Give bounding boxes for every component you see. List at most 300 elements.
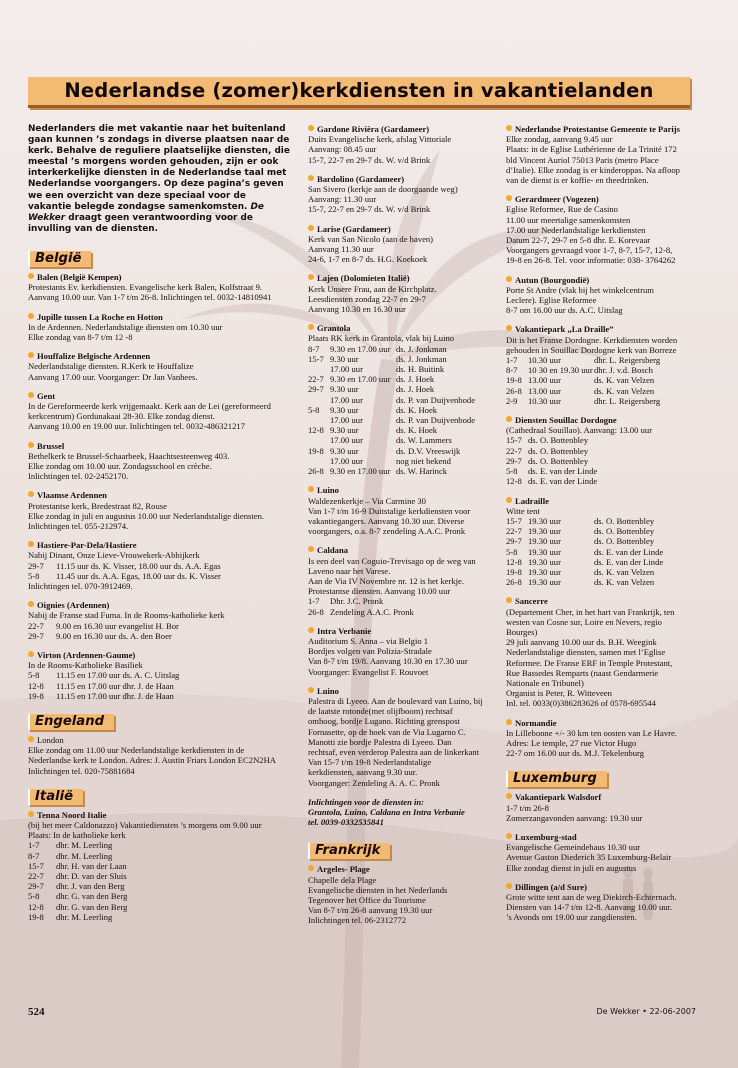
entry-location: London [37,735,64,746]
entry-line: Bourges) [506,626,538,637]
schedule-preacher: ds. K. van Velzen [594,566,655,577]
schedule-detail: dhr. G. van den Berg [56,891,128,902]
schedule-row [28,681,290,691]
service-entry [28,735,290,776]
bullet-icon [506,833,512,839]
entry-line: vakantiegangers. Aanvang 10.30 uur. Diverse [308,515,465,526]
entry-line: Plaats RK kerk in Grantola, vlak bij Luino [308,333,455,344]
schedule-date: 22-7 [28,620,44,631]
schedule-date: 15-7 [308,353,324,364]
entry-line: Van 15-7 t/m 19-8 Nederlandstalige [308,757,432,768]
schedule-row [506,396,696,406]
schedule-detail: dhr. J. van den Berg [56,881,125,892]
entry-line: Aan de Via IV Novembre nr. 12 is het kerkje. [308,575,464,586]
schedule-time: 19.30 uur [528,515,561,526]
service-entry [506,324,696,406]
service-entry [28,312,290,343]
entry-location: Dillingen (a/d Sure) [515,881,587,892]
column-2-body [308,124,496,926]
entry-location: Intra Verbanie [317,625,372,636]
schedule-detail: ds. E. van der Linde [528,476,598,487]
entry-title [28,650,290,660]
schedule-date: 19-8 [506,566,522,577]
entry-line: westen van Cosne sur, Loire en Nevers, regio [506,616,662,627]
entry-line: 24-6, 1-7 en 8-7 ds. H.G. Koekoek [308,254,428,265]
schedule-row [506,365,696,375]
schedule-date: 22-7 [506,445,522,456]
schedule-time: 10 30 en 19.30 uur [528,365,593,376]
schedule-preacher: ds. E. van der Linde [594,556,664,567]
schedule-row [506,557,696,567]
bullet-icon [28,273,34,279]
page-title: Nederlandse (zomer)kerkdiensten in vakantielanden [64,79,654,102]
schedule-date: 5-8 [28,570,40,581]
entry-line: Aanvang 10.00 uur. Van 1-7 t/m 26-8. Inlichtingen tel. 0032-14810941 [28,292,272,303]
entry-location: Tenna Noord Italie [37,809,107,820]
bullet-icon [506,719,512,725]
schedule-preacher: ds. J. Jonkman [396,353,447,364]
schedule-time: 9.30 uur [330,404,359,415]
schedule-time: 9.30 uur [330,353,359,364]
entry-line: Van 8-7 t/m 26-8 aanvang 19.30 uur [308,905,433,916]
entry-location: Hastiere-Par-Dela/Hastiere [37,540,137,551]
schedule-date: 8-7 [506,365,518,376]
entry-line: Inlichtingen tel. 055-212974. [28,521,129,531]
entry-title [308,485,496,495]
entry-title [506,194,696,204]
schedule-row [308,435,496,445]
entry-line: 17.00 uur Nederlandstalige kerkdiensten [506,224,646,235]
schedule-preacher: ds. J. Hoek [396,384,435,395]
service-entry [506,832,696,873]
entry-title [28,735,290,745]
entry-line: Inl. tel. 0033(0)386283626 of 0578-695544 [506,698,656,709]
entry-line: Palestra di Lyeeo. Aan de boulevard van Luino, bij [308,695,483,706]
entry-location: Autun (Bourgondië) [515,274,590,285]
schedule-row [28,912,290,922]
bullet-icon [506,497,512,503]
bullet-icon [506,195,512,201]
entry-line: Bethelkerk te Brussel-Schaarbeek, Haachtsesteenweg 403. [28,450,230,461]
entry-location: Diensten Souillac Dordogne [515,415,617,426]
entry-line: van de dienst is er koffie- en theedrinken. [506,175,649,186]
schedule-preacher: ds. W. Harinck [396,466,448,477]
schedule-row [28,871,290,881]
entry-location: Jupille tussen La Roche en Hotton [37,311,163,322]
schedule-preacher: ds. K. van Velzen [594,375,655,386]
schedule-preacher: ds. P. van Duijvenbode [396,415,476,426]
publication-date: De Wekker • 22-06-2007 [596,1007,696,1016]
schedule-time: 19.30 uur [528,536,561,547]
schedule-time: 13.00 uur [528,385,561,396]
schedule-preacher: ds. K. van Velzen [594,385,655,396]
schedule-row [308,607,496,617]
entry-location: Gerardmeer (Vogezen) [515,194,599,205]
entry-line: kerkcentrum) Gordunakaai 28-30. Elke zondag dienst. [28,411,215,422]
entry-title [506,496,696,506]
entry-location: Luxemburg-stad [515,831,577,842]
entry-title [506,882,696,892]
entry-line: (Departement Cher, in het hart van Frankrijk, ten [506,606,675,617]
entry-line: Duits Evangelische kerk, afslag Vittoriale [308,134,452,145]
entry-line: Bordjes volgen van Polizia-Stradale [308,646,432,657]
entry-title [28,490,290,500]
bullet-icon [308,125,314,131]
title-banner [28,77,690,108]
service-entry [308,224,496,265]
bullet-icon [308,687,314,693]
schedule-row [28,561,290,571]
schedule-date: 29-7 [506,536,522,547]
schedule-detail: dhr. H. van der Laan [56,860,127,871]
country-heading-wrap [28,247,290,272]
schedule-preacher: ds. J. Jonkman [396,343,447,354]
entry-location: Houffalize Belgische Ardennen [37,351,151,362]
schedule-detail: dhr. G. van den Berg [56,901,128,912]
schedule-date [308,415,330,425]
schedule-row [506,375,696,385]
schedule-time: 9.30 en 17.00 uur [330,343,391,354]
service-entry [28,391,290,432]
entry-line: rechtsaf, even verderop Palestra aan de linkerkant [308,746,480,757]
schedule-time: 9.30 en 17.00 uur [330,374,391,385]
entry-title [308,626,496,636]
entry-location: Larise (Gardameer) [317,223,391,234]
schedule-row [308,374,496,384]
column-1 [28,124,290,931]
service-entry [506,415,696,486]
entry-line: d’Italie). Elke zondag is er kinderoppas. Na afloop [506,164,680,175]
schedule-date: 26-8 [308,606,324,617]
schedule-date: 5-8 [308,404,320,415]
entry-location: Argeles- Plage [317,864,370,875]
schedule-time: 17.00 uur [330,394,363,405]
bullet-icon [506,325,512,331]
entry-location: Luino [317,485,339,496]
entry-line: Voorgangers gevraagd voor 1-7, 8-7, 15-7, 12-8, [506,245,673,256]
schedule-preacher: ds. K. van Velzen [594,577,655,588]
schedule-detail: dhr. M. Leerling [56,840,113,851]
bullet-icon [506,416,512,422]
entry-line: Waldezenkerkje – Via Carmine 30 [308,495,426,506]
entry-line: Elke zondag om 10.00 uur. Zondagsschool en crèche. [28,460,212,471]
bullet-icon [28,811,34,817]
schedule-date: 19-8 [28,690,44,701]
entry-line: 15-7, 22-7 en 29-7 ds. W. v/d Brink [308,204,431,215]
schedule-preacher: ds. O. Bottenbley [594,515,655,526]
schedule-row [28,891,290,901]
service-entry [308,174,496,215]
entry-title [308,686,496,696]
service-entry [308,124,496,165]
schedule-row [308,354,496,364]
entry-line: Protestantse kerk, Bredestraat 82, Rouse [28,500,167,511]
entry-title [506,596,696,606]
schedule-row [308,395,496,405]
entry-title [308,864,496,874]
schedule-detail: 9.00 en 16.30 uur evangelist H. Bor [56,620,179,631]
schedule-date: 15-7 [506,435,522,446]
schedule-time: 17.00 uur [330,415,363,426]
schedule-row [28,902,290,912]
service-entry [506,882,696,923]
entry-line: Aanvang 11.30 uur [308,244,374,255]
schedule-detail: 11.15 en 17.00 uur dhr. J. de Haan [56,690,174,701]
entry-title [506,415,696,425]
entry-line: Kerk Unsere Frau, aan de Kirchplatz. [308,283,437,294]
entry-line: Nederlandstalige diensten. R.Kerk te Houffalize [28,361,194,372]
entry-line: Zomerzangavonden aanvang: 19.30 uur [506,812,643,823]
entry-line: gehouden in Souillac Dordogne kerk van Borreze [506,344,677,355]
entry-location: Brussel [37,440,65,451]
note-line: tel. 0039-0332535841 [308,817,384,828]
bullet-icon [308,175,314,181]
entry-location: Luino [317,685,339,696]
bullet-icon [506,793,512,799]
entry-line: Leclere). Eglise Reformee [506,295,597,306]
entry-location: Vakantiepark Walsdorf [515,792,602,803]
schedule-date: 5-8 [28,670,40,681]
entry-line: Dit is het Franse Dordogne. Kerkdiensten worden [506,334,678,345]
schedule-date: 29-7 [28,560,44,571]
schedule-preacher: ds. H. Buitink [396,364,445,375]
bullet-icon [308,274,314,280]
entry-line: Aanvang 17.00 uur. Voorganger: Dr Jan Vanhees. [28,371,198,382]
entry-title [28,810,290,820]
country-heading-wrap [28,710,290,735]
schedule-time: 9.30 uur [330,384,359,395]
schedule-date [308,456,330,466]
country-heading: Italië [28,789,83,805]
entry-location: Virton (Ardennen-Gaume) [37,650,136,661]
schedule-row [506,435,696,445]
schedule-detail: dhr. M. Leerling [56,911,113,922]
entry-line: Aanvang: 08.45 uur [308,144,377,155]
schedule-preacher: ds. J. Hoek [396,374,435,385]
schedule-date: 29-7 [28,630,44,641]
entry-location: Gardone Rivièra (Gardameer) [317,124,430,134]
schedule-row [506,386,696,396]
note-line: Grantola, Luino, Caldana en Intra Verbanie [308,806,465,817]
intro-text [28,124,290,235]
schedule-preacher: ds. K. Hoek [396,404,438,415]
service-entry [28,272,290,303]
service-entry [28,351,290,382]
service-entry [28,490,290,531]
entry-line: (bij het meer Caldonazzo) Vakantiediensten ’s morgens om 9.00 uur [28,820,262,831]
entry-line: Grote witte tent aan de weg Diekirch-Echternach. [506,892,677,902]
entry-line: In de Rooms-Katholieke Basiliek [28,660,143,671]
country-heading: Luxemburg [506,771,607,787]
entry-line: Reformee. De Franse ERF in Temple Protestant, [506,657,673,668]
entry-title [308,224,496,234]
entry-line: bld Vincent Auriol 75013 Paris (metro Place [506,154,659,165]
entry-line: Nationale en Tribunel) [506,677,584,688]
intro-main: Nederlanders die met vakantie naar het buitenland gaan kunnen ’s zondags in diverse plaatsen naar de kerk. Behalve de reguliere plaatselijke diensten, die meestal ’s morgens worden gehouden, zijn er ook interkerkelijke diensten in de Nederlandse taal met Nederlandse voorgangers. Op deze pagina’s geven we een overzicht van deze speciaal voor de vakantie belegde zondagse samenkomsten. [28,124,290,212]
schedule-detail: 11.15 uur ds. K. Visser, 18.00 uur ds. A.A. Egas [56,560,221,571]
entry-line: San Sivero (kerkje aan de doorgaande weg) [308,184,458,195]
schedule-row [308,456,496,466]
service-entry [308,864,496,925]
entry-line: Elke zondag om 11.00 uur Nederlandstalige kerkdiensten in de [28,745,245,756]
entry-line: Diensten van 14-7 t/m 12-8. Aanvang 10.00 uur. [506,902,673,913]
bullet-icon [28,491,34,497]
entry-title [308,273,496,283]
schedule-date: 12-8 [28,901,44,912]
service-entry [308,626,496,677]
schedule-detail: ds. O. Bottenbley [528,445,589,456]
column-3-body [506,124,696,923]
schedule-time: 17.00 uur [330,455,363,466]
bullet-icon [506,597,512,603]
entry-title [28,351,290,361]
entry-line: Evangelische Gemeindehaus 10.30 uur [506,842,641,853]
schedule-row [506,577,696,587]
service-entry [28,650,290,701]
entry-line: In Lillebonne +/- 30 km ten oosten van Le Havre. [506,727,677,738]
schedule-detail: ds. E. van der Linde [528,466,598,477]
schedule-time: 17.00 uur [330,364,363,375]
entry-line: Protestantse diensten. Aanvang 10.00 uur [308,586,451,597]
schedule-date: 8-7 [28,850,40,861]
entry-line: Witte tent [506,505,540,516]
schedule-date: 22-7 [28,871,44,882]
entry-line: Rue Bassedes Remparts (naast Gendarmerie [506,667,659,678]
schedule-date: 1-7 [506,355,518,366]
entry-line: Leesdiensten zondag 22-7 en 29-7 [308,293,426,304]
schedule-date: 15-7 [28,860,44,871]
service-entry [506,792,696,823]
intro-publication: De Wekker [28,201,264,223]
service-entry [308,273,496,314]
service-entry [506,124,696,185]
country-heading-wrap [308,839,496,864]
entry-line: (Cathedraal Souillao). Aanvang: 13.00 uur [506,425,653,436]
entry-line: Inlichtingen tel. 070-3912469. [28,581,133,592]
column-3 [506,124,696,932]
entry-title [308,323,496,333]
entry-line: Fornasette, op de hoek van de Via Lugarno C. [308,726,466,737]
schedule-detail: dhr. M. Leerling [56,850,113,861]
note-line: Inlichtingen voor de diensten in: [308,796,425,807]
entry-location: Normandie [515,717,557,728]
service-entry [28,600,290,641]
entry-location: Oignies (Ardennen) [37,600,110,611]
entry-line: Voorganger: Zendeling A. A. C. Pronk [308,777,440,788]
country-heading: Frankrijk [308,843,390,859]
schedule-date: 15-7 [506,515,522,526]
schedule-preacher: ds. K. Hoek [396,425,438,436]
schedule-row [506,516,696,526]
entry-line: In de Ardennen. Nederlandstalige diensten om 10.30 uur [28,321,223,332]
schedule-date: 29-7 [308,384,324,395]
schedule-row [28,851,290,861]
bullet-icon [308,486,314,492]
schedule-date: 22-7 [506,526,522,537]
schedule-row [28,881,290,891]
entry-line: Elke zondag van 8-7 t/m 12 -8 [28,331,133,342]
entry-title [506,718,696,728]
entry-title [506,832,696,842]
service-entry [506,496,696,588]
entry-location: Bardolino (Gardameer) [317,173,405,184]
bullet-icon [506,276,512,282]
entry-location: Balen (België Kempen) [37,271,122,282]
entry-line: Nabij Dinant, Onze Lieve-Vrouwekerk-Abbijkerk [28,550,200,561]
schedule-row [506,547,696,557]
entry-line: Elke zondag, aanvang 9.45 uur [506,134,613,145]
schedule-date [308,395,330,405]
schedule-row [28,840,290,850]
schedule-preacher: dhr. L. Reigersberg [594,395,661,406]
entry-line: Van 8-7 t/m 19/8. Aanvang 10.30 en 17.30 uur [308,656,468,667]
schedule-detail: ds. O. Bottenbley [528,455,589,466]
schedule-detail: 11.45 uur ds. A.A. Egas, 18.00 uur ds. K. Visser [56,570,221,581]
schedule-date: 12-8 [506,476,522,487]
entry-line: Chapelle dela Plage [308,874,377,885]
schedule-time: 19.30 uur [528,546,561,557]
schedule-preacher: ds. O. Bottenbley [594,536,655,547]
schedule-row [506,355,696,365]
entry-line: Datum 22-7, 29-7 en 5-8 dhr. E. Korevaar [506,235,651,246]
entry-line: Kerk van San Nicolo (aan de haven) [308,233,434,244]
entry-line: Aanvang 10.00 en 19.00 uur. Inlichtingen tel. 0032-486321217 [28,421,245,432]
entry-line: 29 juli aanvang 10.00 uur ds. B.H. Weegink [506,637,657,648]
intro-end: draagt geen verantwoording voor de invulling van de diensten. [28,212,253,234]
schedule-row [506,476,696,486]
schedule-date: 1-7 [308,596,320,607]
service-entry [506,718,696,759]
schedule-date: 5-8 [506,466,518,477]
entry-line: In de Gereformeerde kerk vrijgemaakt. Kerk aan de Lei (gereformeerd [28,400,271,411]
country-heading-wrap [506,767,696,792]
entry-line: Is een deel van Coguio-Trevisago op de weg van [308,555,476,566]
entry-line: 1-7 t/m 26-8 [506,802,549,813]
schedule-row [28,670,290,680]
schedule-preacher: ds. W. Lammers [396,435,452,446]
schedule-row [506,446,696,456]
schedule-row [308,405,496,415]
entry-title [308,545,496,555]
bullet-icon [308,324,314,330]
entry-line: Inlichtingen tel. 06-2312772 [308,915,407,926]
entry-title [28,441,290,451]
schedule-time: 9.30 uur [330,425,359,436]
schedule-date [308,364,330,374]
bullet-icon [28,392,34,398]
schedule-row [308,425,496,435]
schedule-row [28,861,290,871]
entry-line: Protestants Ev. kerkdiensten. Evangelische kerk Balen, Kolfstraat 9. [28,282,263,293]
entry-title [506,124,696,134]
entry-line: Adres: Le temple, 27 rue Victor Hugo [506,737,637,748]
entry-title [28,312,290,322]
bullet-icon [28,352,34,358]
entry-line: Voorganger: Evangelist F. Rouvoet [308,666,429,677]
country-heading-wrap [28,785,290,810]
schedule-date: 12-8 [506,556,522,567]
schedule-date: 19-8 [308,445,324,456]
bullet-icon [28,651,34,657]
schedule-date: 5-8 [506,546,518,557]
entry-title [308,124,496,134]
entry-title [308,174,496,184]
schedule-row [506,536,696,546]
entry-line: Elke zondag in juli en augustus 10.00 uur Nederlandstalige diensten. [28,510,265,521]
entry-location: Gent [37,390,56,401]
entry-title [28,600,290,610]
bullet-icon [308,865,314,871]
